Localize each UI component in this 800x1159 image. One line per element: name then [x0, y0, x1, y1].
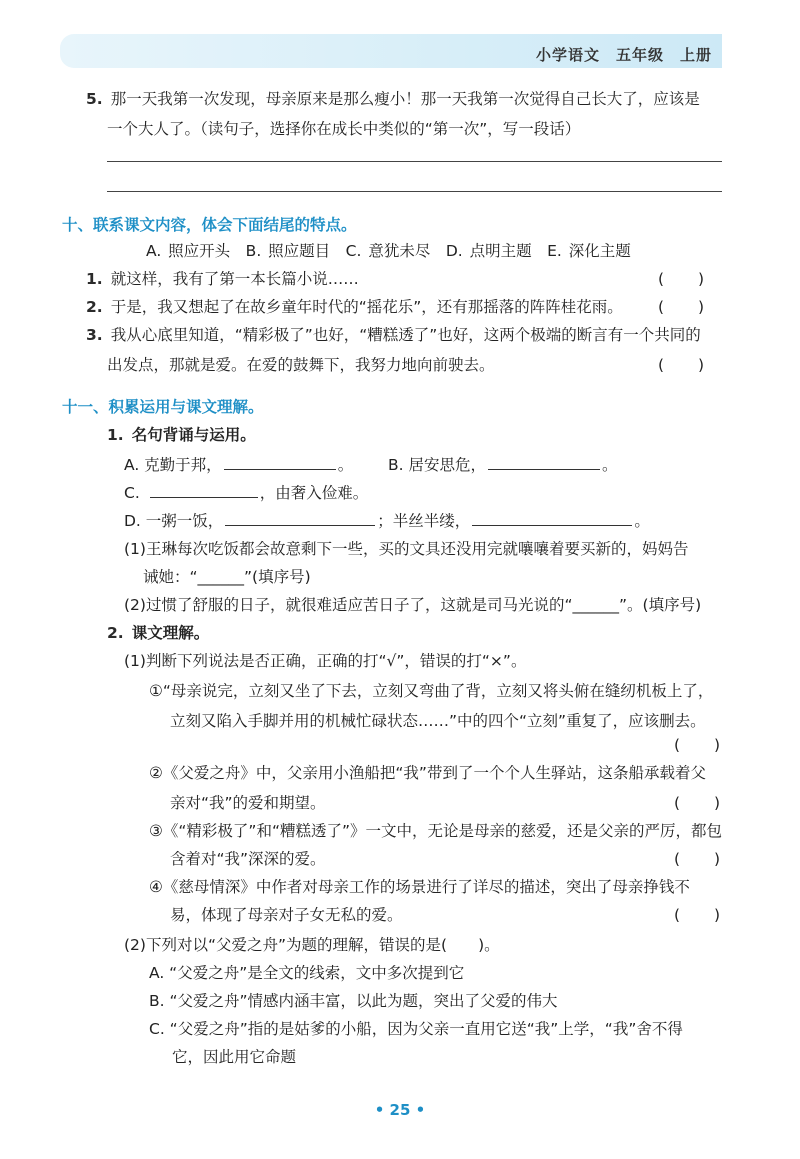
page-number: • 25 •	[374, 1101, 426, 1119]
phrase-a: A. 克勤于邦， 。	[124, 452, 353, 476]
sub-question-1: (1)王琳每次吃饭都会故意剩下一些，买的文具还没用完就嚷嚷着要买新的，妈妈告	[124, 540, 689, 558]
answer-line[interactable]	[107, 191, 722, 192]
sec10-item-3: 3. 我从心底里知道，“精彩极了”也好，“糟糕透了”也好，这两个极端的断言有一个共同的	[86, 326, 701, 344]
q5-line2: 一个大人了。（读句子，选择你在成长中类似的“第一次”，写一段话）	[107, 120, 581, 138]
answer-paren[interactable]: ( )	[674, 736, 722, 754]
fill-blank[interactable]	[488, 452, 600, 470]
choice-option-b[interactable]: B. “父爱之舟”情感内涵丰富，以此为题，突出了父爱的伟大	[149, 992, 558, 1010]
fill-blank[interactable]	[150, 480, 258, 498]
judge-item-3-cont: 含着对“我”深深的爱。	[170, 850, 326, 868]
choice-option-c[interactable]: C. “父爱之舟”指的是姑爹的小船，因为父亲一直用它送“我”上学，“我”舍不得	[149, 1020, 683, 1038]
choice-option-c-cont: 它，因此用它命题	[172, 1048, 297, 1066]
section-11-title: 十一、积累运用与课文理解。	[62, 398, 264, 416]
judge-item-2: ②《父爱之舟》中，父亲用小渔船把“我”带到了一个个人生驿站，这条船承载着父	[149, 764, 706, 782]
answer-paren[interactable]: ( )	[674, 850, 722, 868]
sub-question-2: (2)过惯了舒服的日子，就很难适应苦日子了，这就是司马光说的“______”。(填序号)	[124, 596, 702, 614]
q5-number: 5.	[86, 90, 103, 108]
fill-blank[interactable]	[224, 452, 336, 470]
judge-item-2-cont: 亲对“我”的爱和期望。	[170, 794, 326, 812]
judge-item-1-cont: 立刻又陷入手脚并用的机械忙碌状态……”中的四个“立刻”重复了，应该删去。	[170, 712, 706, 730]
sec10-item-1: 1. 就这样，我有了第一本长篇小说……	[86, 270, 359, 288]
judge-instruction: (1)判断下列说法是否正确，正确的打“√”，错误的打“×”。	[124, 652, 527, 670]
choice-question: (2)下列对以“父爱之舟”为题的理解，错误的是( )。	[124, 936, 500, 954]
sec10-item-3-cont: 出发点，那就是爱。在爱的鼓舞下，我努力地向前驶去。	[107, 356, 495, 374]
answer-paren[interactable]: ( )	[658, 356, 706, 374]
judge-item-4-cont: 易，体现了母亲对子女无私的爱。	[170, 906, 403, 924]
choice-option-a[interactable]: A. “父爱之舟”是全文的线索，文中多次提到它	[149, 964, 465, 982]
answer-paren[interactable]: ( )	[658, 298, 706, 316]
answer-paren[interactable]: ( )	[674, 794, 722, 812]
sub-question-1-cont: 诫她：“______”(填序号)	[143, 568, 311, 586]
header-title: 小学语文 五年级 上册	[535, 46, 712, 64]
section-10-title: 十、联系课文内容，体会下面结尾的特点。	[62, 216, 357, 234]
sec10-item-2: 2. 于是，我又想起了在故乡童年时代的“摇花乐”，还有那摇落的阵阵桂花雨。	[86, 298, 623, 316]
phrase-b: B. 居安思危， 。	[388, 452, 618, 476]
section-10-options: A. 照应开头 B. 照应题目 C. 意犹未尽 D. 点明主题 E. 深化主题	[146, 242, 631, 260]
fill-blank[interactable]	[225, 508, 375, 526]
judge-item-1: ①“母亲说完，立刻又坐了下去，立刻又弯曲了背，立刻又将头俯在缝纫机板上了，	[149, 682, 714, 700]
sec11-p1-heading: 1. 名句背诵与运用。	[107, 426, 256, 444]
q5-line1: 5. 那一天我第一次发现，母亲原来是那么瘦小！那一天我第一次觉得自己长大了，应该是	[86, 90, 700, 108]
fill-blank[interactable]	[472, 508, 632, 526]
phrase-d: D. 一粥一饭， ；半丝半缕， 。	[124, 508, 650, 532]
phrase-c: C. ，由奢入俭难。	[124, 480, 368, 504]
answer-paren[interactable]: ( )	[674, 906, 722, 924]
sec11-p2-heading: 2. 课文理解。	[107, 624, 210, 642]
judge-item-4: ④《慈母情深》中作者对母亲工作的场景进行了详尽的描述，突出了母亲挣钱不	[149, 878, 690, 896]
judge-item-3: ③《“精彩极了”和“糟糕透了”》一文中，无论是母亲的慈爱，还是父亲的严厉，都包	[149, 822, 723, 840]
answer-line[interactable]	[107, 161, 722, 162]
answer-paren[interactable]: ( )	[658, 270, 706, 288]
